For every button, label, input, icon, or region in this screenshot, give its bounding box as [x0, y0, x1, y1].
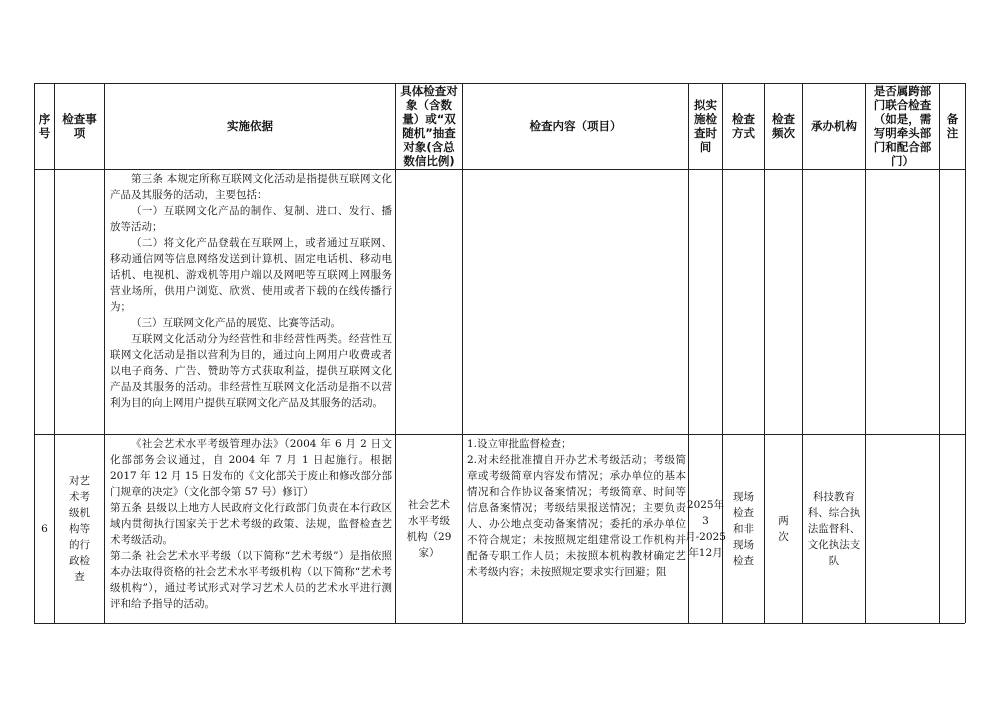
header-basis: 实施依据 [227, 119, 273, 133]
row2-seq: 6 [41, 523, 48, 535]
basis-paragraph: （一）互联网文化产品的制作、复制、进口、发行、播放等活动； [110, 205, 392, 233]
header-method: 检查方式 [732, 112, 755, 140]
basis-paragraph: 第五条 县级以上地方人民政府文化行政部门负责在本行政区域内贯彻执行国家关于艺术考级的政策、法规，监督检查艺术考级活动。 [110, 502, 392, 546]
header-joint: 是否属跨部门联合检查（如是，需写明牵头部门和配合部门） [873, 84, 932, 168]
row2-note [940, 435, 965, 623]
header-freq: 检查频次 [772, 112, 795, 140]
basis-paragraph: 互联网文化活动分为经营性和非经营性两类。经营性互联网文化活动是指以营利为目的，通过向上网用户收费或者以电子商务、广告、赞助等方式获取利益，提供互联网文化产品及其服务的活动。非经营性互联网文化活动是指不以营利为目的向上网用户提供互联网文化产品及其服务的活动。 [110, 333, 392, 409]
row2-joint [866, 435, 939, 623]
row2-time: 2025年3月-2025年12月 [685, 499, 726, 559]
header-note: 备注 [946, 112, 959, 140]
header-org: 承办机构 [811, 119, 857, 133]
col-line [965, 83, 966, 623]
basis-paragraph: （三）互联网文化产品的展览、比赛等活动。 [131, 317, 341, 329]
basis-paragraph: 《社会艺术水平考级管理办法》（2004 年 6 月 2 日文化部部务会议通过，自 2004 年 7 月 1 日起施行。根据 2017 年 12 月 15 日发布的《文化部关于废止和修改部分部门规章的决定》（文化部令第 57 号）修订） [110, 438, 396, 498]
row2-content [467, 436, 686, 622]
header-time: 拟实施检查时间 [694, 98, 717, 154]
table-border-bottom [34, 623, 965, 624]
row2-org: 科技教育科、综合执法监督科、文化执法支队 [807, 491, 861, 567]
header-target: 具体检查对象（含数量）或“双随机”抽查对象(含总数信比例) [400, 84, 458, 168]
header-item: 检查事项 [62, 112, 97, 140]
row2-freq: 两次 [778, 515, 789, 543]
row1-basis [110, 171, 392, 433]
row2-target: 社会艺术水平考级机构（29家） [406, 499, 452, 559]
basis-paragraph: 第二条 社会艺术水平考级（以下简称“艺术考级”）是指依照本办法取得资格的社会艺术水平考级机构（以下简称“艺术考级机构”），通过考试形式对学习艺术人员的艺术水平进行测评和给予指导的活动。 [110, 550, 392, 610]
header-content: 检查内容（项目） [529, 119, 622, 133]
inspection-table [34, 83, 965, 623]
content-item: 2.对未经批准擅自开办艺术考级活动；考级简章或考级简章内容发布情况；承办单位的基本情况和合作协议备案情况；考级简章、时间等信息备案情况；考级结果报送情况；主要负责人、办公地点变动备案情况；委托的承办单位不符合规定；未按照规定组建常设工作机构并配备专职工作人员；未按照本机构教材确定艺术考级内容；未按照规定要求实行回避；阻 [467, 454, 686, 578]
header-seq: 序号 [38, 112, 51, 140]
row2-method: 现场检查和非现场检查 [733, 491, 754, 567]
header-divider [34, 169, 965, 170]
row2-item: 对艺术考级机构等的行政检查 [69, 475, 90, 583]
row2-basis [110, 436, 396, 622]
content-item: 1.设立审批监督检查； [467, 438, 572, 450]
basis-paragraph: 第三条 本规定所称互联网文化活动是指提供互联网文化产品及其服务的活动，主要包括： [110, 173, 392, 201]
basis-paragraph: （二）将文化产品登载在互联网上，或者通过互联网、移动通信网等信息网络发送到计算机、固定电话机、移动电话机、电视机、游戏机等用户端以及网吧等互联网上网服务营业场所，供用户浏览、欣赏、使用或者下载的在线传播行为； [110, 237, 392, 313]
